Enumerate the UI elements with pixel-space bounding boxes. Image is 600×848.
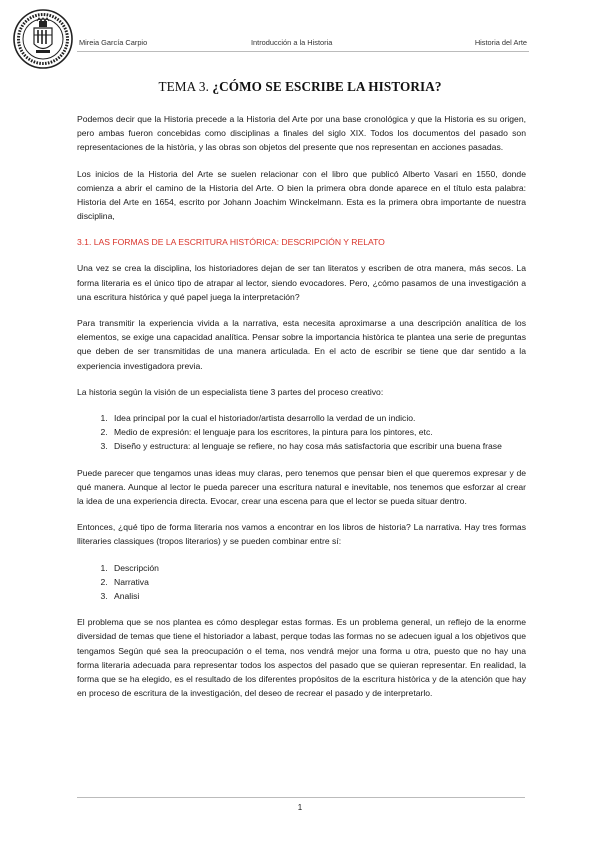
list-item: 2. Narrativa xyxy=(110,575,526,589)
header-author: Mireia García Carpio xyxy=(79,38,148,47)
paragraph-1: Podemos decir que la Historia precede a la Historia del Arte por una base cronológica y que la Historia es su origen, pero ambas fueron concebidas como disciplinas a finales del siglo XIX. Todos los documentos del pasado son representaciones de la història, y las obras son objetos del presente que nos representan en acciones pasadas. xyxy=(77,114,526,153)
creative-process-list xyxy=(77,411,526,454)
list-item: 3. Diseño y estructura: al lenguaje se refiere, no hay cosa más satisfactoria que escribir una buena frase xyxy=(110,439,526,453)
header-subject: Historia del Arte xyxy=(474,38,527,47)
footer-divider xyxy=(77,797,525,798)
paragraph-7: Entonces, ¿qué tipo de forma literaria nos vamos a encontrar en los libros de historia? La narrativa. Hay tres formas lliteraries classiques (tropos literarios) y se pueden combinar entre sí: xyxy=(77,522,526,547)
section-heading: 3.1. LAS FORMAS DE LA ESCRITURA HISTÓRICA: DESCRIPCIÓN Y RELATO xyxy=(77,237,385,248)
paragraph-4: Para transmitir la experiencia vivida a la narrativa, esta necesita aproximarse a una descripción analítica de los elementos, se exige una capacidad analítica. Pensar sobre la importancia històrica te plantea una serie de preguntas que deben de ser transmitidas de una manera articulada. En el acto de escribir se tiene que dar sentido a la experiencia investigadora previa. xyxy=(77,318,526,371)
document-body xyxy=(77,112,526,701)
page-title xyxy=(0,79,600,95)
paragraph-2: Los inicios de la Historia del Arte se suelen relacionar con el libro que publicó Alberto Vasari en 1550, donde comienza a abrir el camino de la Historia del Arte. O bien la primera obra donde aparece en el título esta palabra: Historia del Arte en 1654, escrito por Johann Joachim Winckelmann. Esta es la primera obra importante de nuestra disciplina, xyxy=(77,168,526,222)
paragraph-5: La historia según la visión de un especialista tiene 3 partes del proceso creativo: xyxy=(77,386,384,397)
title-main: ¿CÓMO SE ESCRIBE LA HISTORIA? xyxy=(212,79,442,94)
paragraph-3: Una vez se crea la disciplina, los historiadores dejan de ser tan literatos y escriben de otra manera, más secos. La forma literaria es el único tipo de atrapar al lector, siendo evocadores. Pero, ¿cómo pasamos de una investigación a una escritura histórica y qué papel juega la interpretación? xyxy=(77,263,526,302)
list-item: 1. Descripción xyxy=(110,561,526,575)
list-item: 2. Medio de expresión: el lenguaje para los escritores, la pintura para los pintores, etc. xyxy=(110,425,526,439)
literary-forms-list xyxy=(77,561,526,604)
paragraph-8: El problema que se nos plantea es cómo desplegar estas formas. Es un problema general, un reflejo de la enorme diversidad de temas que tiene el historiador a labast, perque todas las formas no se adecuen igual a los objetivos que tengamos Según qué sea la preocupación o el tema, nos vendrá mejor una forma u otra, puesto que no hay una forma literaria adecuada para representar todos los aspectos del pasado que se quieran representar. En realidad, la forma que se ha elegido, es el resultado de los diferentes propósitos de la escritura històrica y de la atención que hay en proceso de escritura de la investigación, del deseo de recrear el pasado y de interpretarlo. xyxy=(77,617,526,699)
list-item: 3. Analisi xyxy=(110,589,526,603)
header-divider xyxy=(77,51,529,52)
paragraph-6: Puede parecer que tengamos unas ideas muy claras, pero tenemos que pensar bien el que queremos expresar y de qué manera. Aunque al lector le pueda parecer una escritura natural e inevitable, nos tenemos que esforzar al crear la idea de una experiencia directa. Evocar, crear una escena para que el lector se pueda situar dentro. xyxy=(77,467,526,507)
list-item: 1. Idea principal por la cual el historiador/artista desarrollo la verdad de un indicio. xyxy=(110,411,526,425)
university-seal-logo xyxy=(12,8,74,70)
page-number: 1 xyxy=(297,803,303,812)
title-prefix: TEMA 3. xyxy=(158,79,213,94)
header-course: Introducción a la Historia xyxy=(251,38,333,47)
